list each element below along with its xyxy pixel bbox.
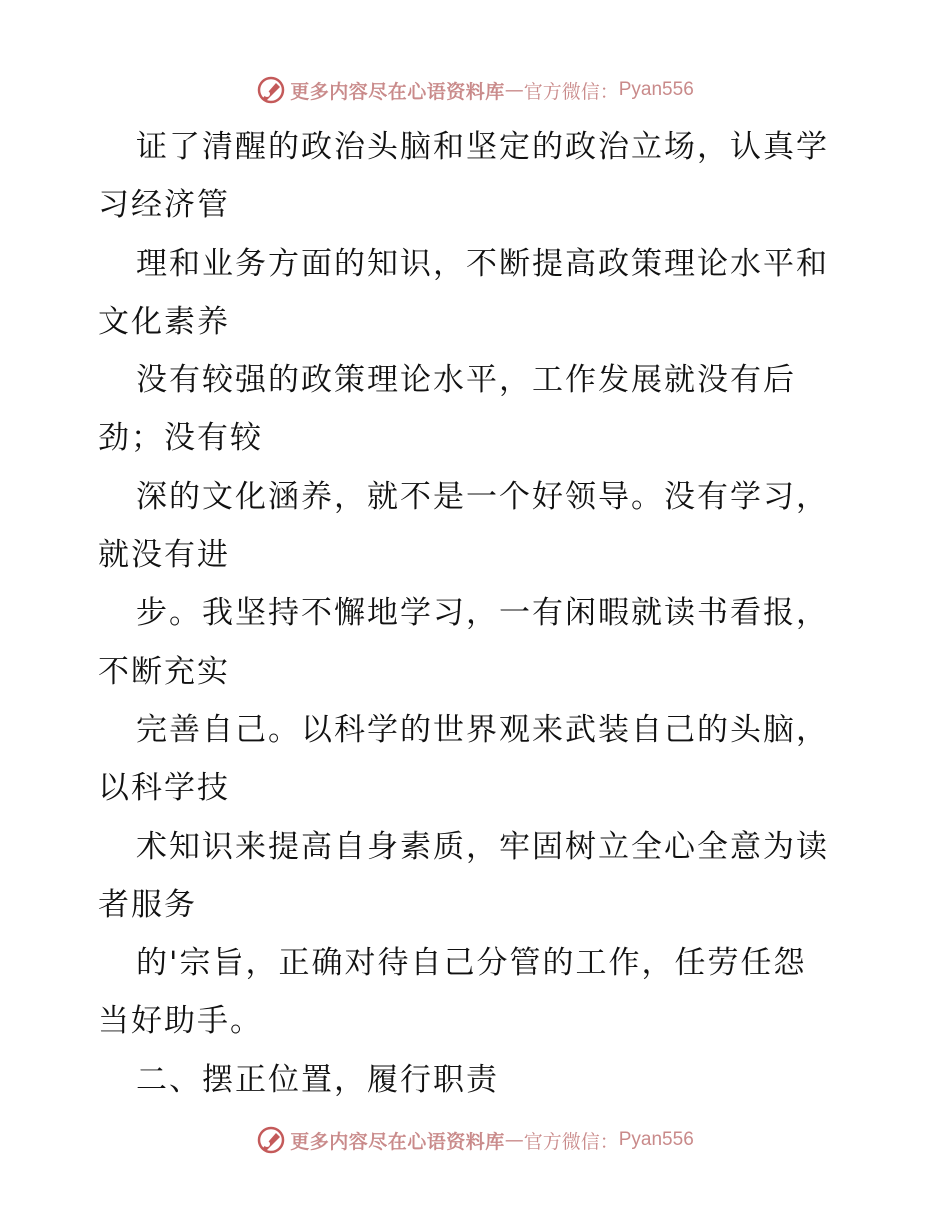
- text-line: 深的文化涵养，就不是一个好领导。没有学习，: [136, 478, 829, 515]
- text-line: 不断充实: [98, 653, 230, 690]
- text-line: 当好助手。: [98, 1003, 263, 1040]
- footer-wechat-id: Pyan556: [618, 1129, 694, 1150]
- header-watermark-banner: [0, 70, 950, 110]
- text-line: 术知识来提高自身素质，牢固树立全心全意为读: [136, 828, 829, 865]
- footer-watermark-banner: [0, 1120, 950, 1160]
- text-line: 证了清醒的政治头脑和坚定的政治立场，认真学: [136, 129, 829, 165]
- section-heading: 二、摆正位置，履行职责: [136, 1061, 499, 1098]
- header-official-text: 官方微信：: [523, 80, 619, 103]
- text-line: 以科学技: [98, 770, 230, 807]
- text-line: 理和业务方面的知识，不断提高政策理论水平和: [136, 245, 829, 282]
- pen-logo-icon: [256, 1125, 286, 1155]
- document-body: [98, 118, 868, 1109]
- footer-dash: —: [504, 1129, 524, 1151]
- text-line: 完善自己。以科学的世界观来武装自己的头脑，: [136, 711, 829, 748]
- text-line: 劲；没有较: [98, 420, 263, 457]
- footer-official-text: 官方微信：: [523, 1130, 619, 1153]
- text-line: 文化素养: [98, 303, 230, 340]
- text-line: 习经济管: [98, 187, 230, 224]
- text-line: 就没有进: [98, 537, 230, 574]
- header-wechat-id: Pyan556: [618, 79, 694, 100]
- text-line: 没有较强的政策理论水平，工作发展就没有后: [136, 362, 796, 399]
- header-dash: —: [504, 79, 524, 101]
- footer-site-text: 更多内容尽在心语资料库: [290, 1130, 505, 1153]
- text-line: 的'宗旨，正确对待自己分管的工作，任劳任怨: [136, 945, 807, 982]
- text-line: 步。我坚持不懈地学习，一有闲暇就读书看报，: [136, 595, 829, 632]
- text-line: 者服务: [98, 886, 197, 923]
- header-site-text: 更多内容尽在心语资料库: [290, 80, 505, 103]
- pen-logo-icon: [256, 75, 286, 105]
